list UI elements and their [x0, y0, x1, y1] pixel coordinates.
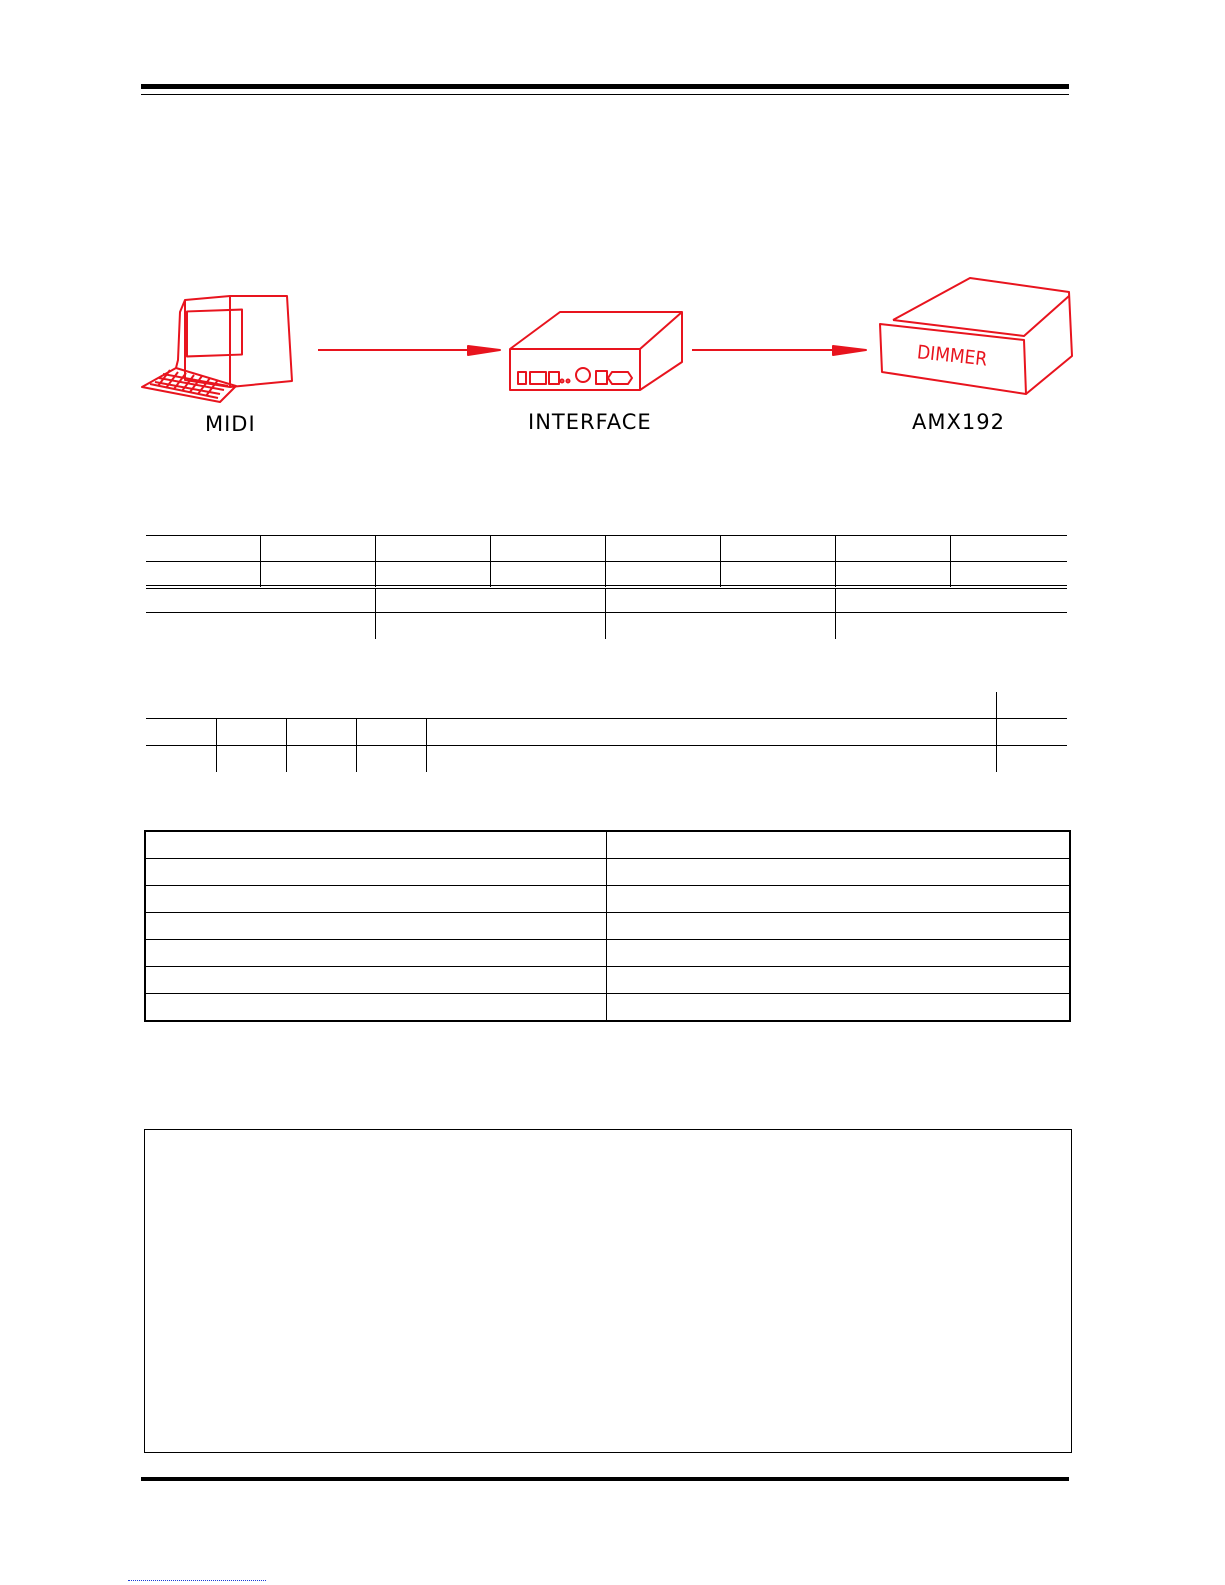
table-row: [145, 913, 1070, 940]
interface-label: INTERFACE: [528, 410, 652, 434]
dimmer-device-label: AMX192: [912, 410, 1005, 434]
table-row: [145, 859, 1070, 886]
dimmer-rack-icon: [880, 278, 1072, 394]
footer-rule-thick: [141, 1477, 1069, 1481]
footer-link-underline[interactable]: [128, 1580, 266, 1581]
table-row: [145, 831, 1070, 859]
table-3: [144, 830, 1071, 1022]
table-row: [145, 994, 1070, 1022]
interface-box-icon: [510, 312, 682, 390]
arrow-right-icon: [318, 346, 500, 355]
computer-label: MIDI: [205, 412, 256, 436]
computer-icon: [142, 296, 292, 402]
dimmer-front-label: DIMMER: [915, 341, 989, 371]
table-row: [145, 940, 1070, 967]
notes-box: [144, 1129, 1072, 1453]
table-row: [145, 886, 1070, 913]
table-row: [145, 967, 1070, 994]
arrow-right-icon: [692, 346, 866, 355]
